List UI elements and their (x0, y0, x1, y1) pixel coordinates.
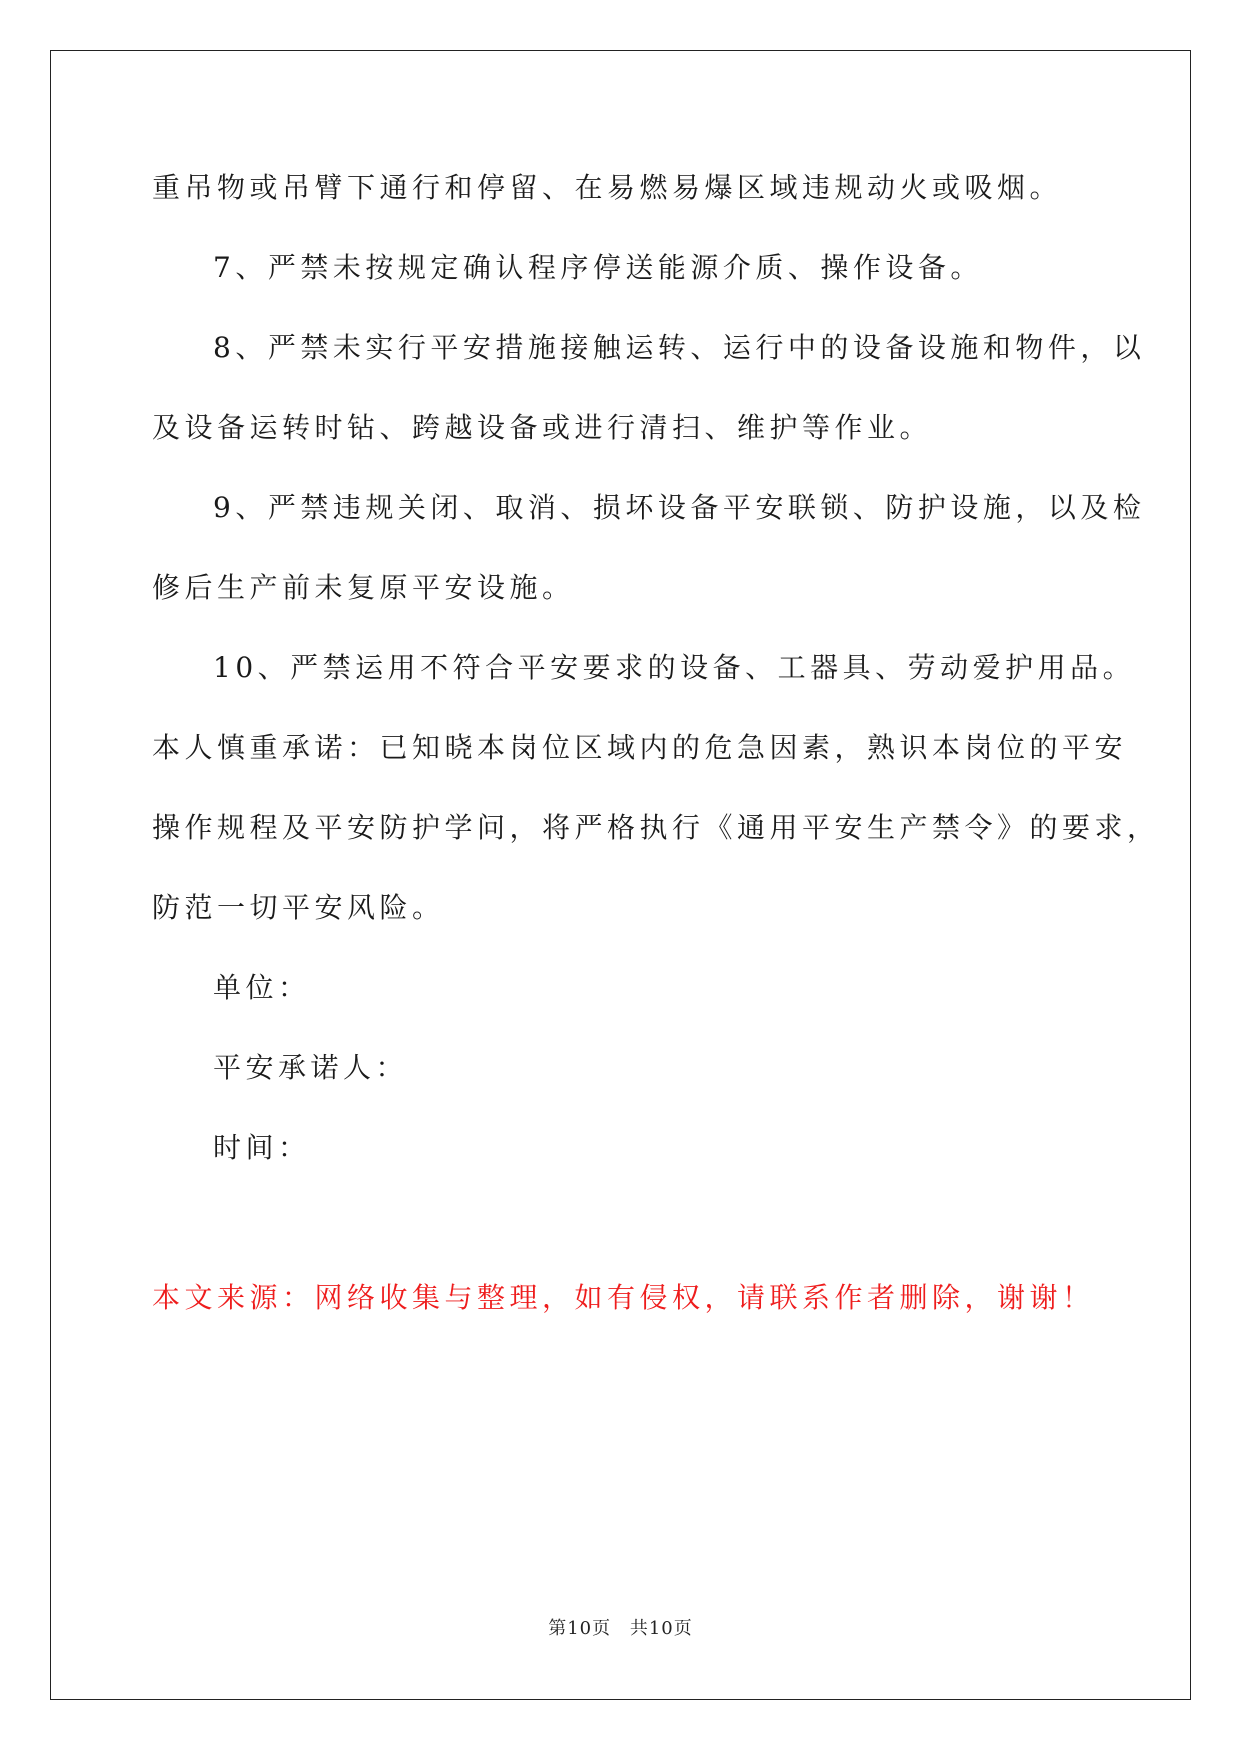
body-line-5: 9、严禁违规关闭、取消、损坏设备平安联锁、防护设施，以及检 (213, 491, 1146, 524)
body-line-4: 及设备运转时钻、跨越设备或进行清扫、维护等作业。 (152, 411, 933, 444)
body-line-7: 10、严禁运用不符合平安要求的设备、工器具、劳动爱护用品。 (213, 651, 1136, 684)
body-line-6: 修后生产前未复原平安设施。 (152, 571, 575, 604)
unit-label: 单位： (213, 971, 311, 1004)
page-current: 第10页 (548, 1618, 612, 1639)
body-line-9: 操作规程及平安防护学问，将严格执行《通用平安生产禁令》的要求， (152, 811, 1160, 844)
body-line-3: 8、严禁未实行平安措施接触运转、运行中的设备设施和物件，以 (213, 331, 1146, 364)
page-frame (50, 50, 1191, 1700)
body-line-2: 7、严禁未按规定确认程序停送能源介质、操作设备。 (213, 251, 983, 284)
body-line-10: 防范一切平安风险。 (152, 891, 445, 924)
page-footer (0, 1614, 1241, 1640)
time-label: 时间： (213, 1131, 311, 1164)
source-notice: 本文来源：网络收集与整理，如有侵权，请联系作者删除，谢谢！ (152, 1281, 1095, 1314)
promiser-label: 平安承诺人： (213, 1051, 409, 1084)
body-line-8: 本人慎重承诺：已知晓本岗位区域内的危急因素，熟识本岗位的平安 (152, 731, 1128, 764)
page-total: 共10页 (629, 1618, 693, 1639)
body-line-1: 重吊物或吊臂下通行和停留、在易燃易爆区域违规动火或吸烟。 (152, 171, 1063, 204)
